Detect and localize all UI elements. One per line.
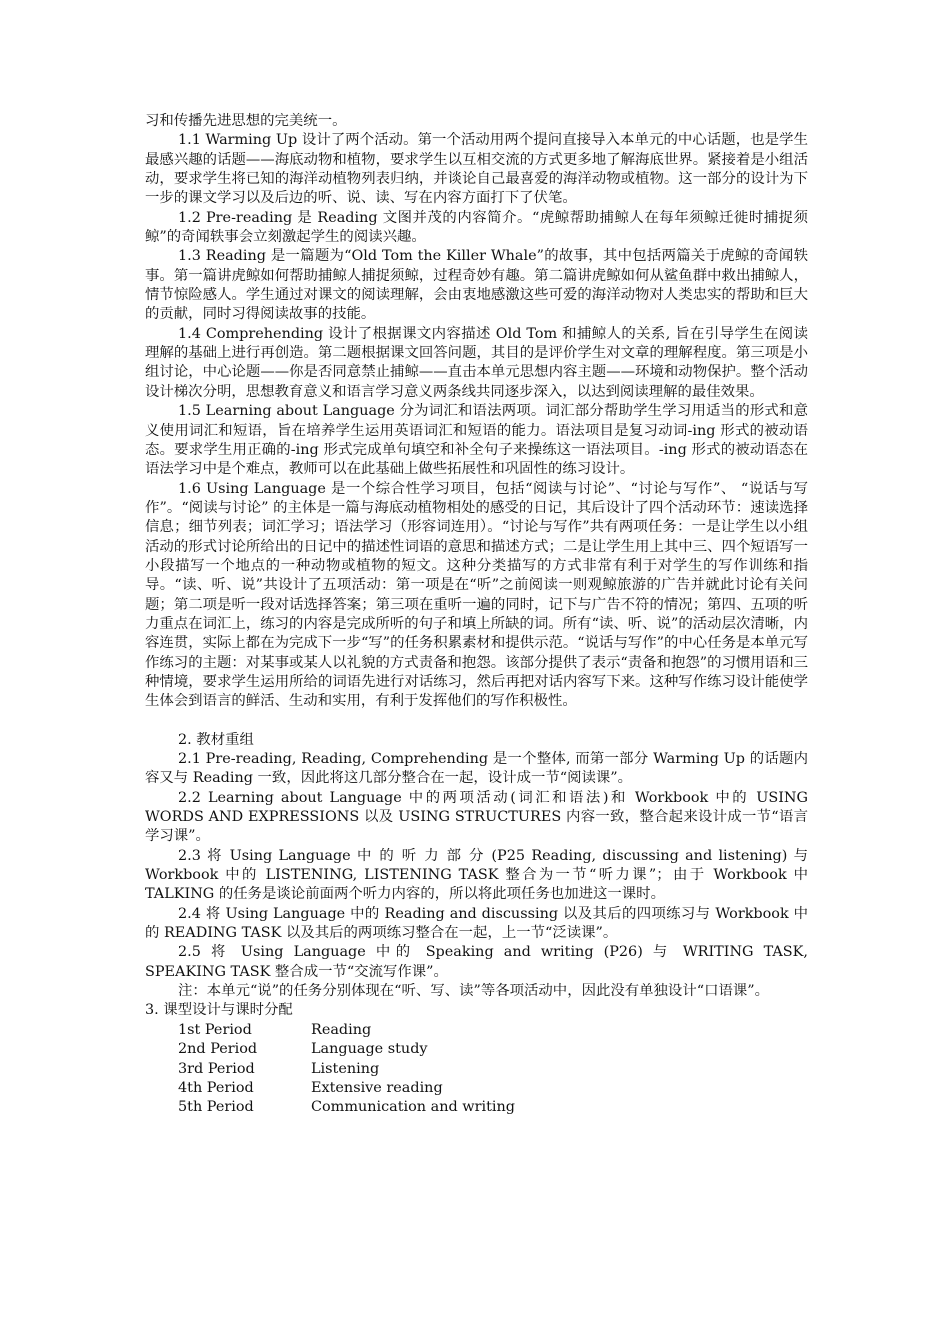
period-table [178, 1021, 515, 1118]
section-2-heading: 2. 教材重组 [178, 731, 254, 748]
period-row [178, 1040, 515, 1059]
note-paragraph: 注：本单元“说”的任务分别体现在“听、写、读”等各项活动中，因此没有单独设计“口语课”。 [178, 983, 769, 1000]
paragraph-1-3: 1.3 Reading 是一篇题为“Old Tom the Killer Whale”的故事，其中包括两篇关于虎鲸的奇闻轶事。第一篇讲虎鲸如何帮助捕鲸人捕捉须鲸，过程奇妙有趣。第二篇讲虎鲸如何从鲨鱼群中救出捕鲸人，情节惊险感人。学生通过对课文的阅读理解，会由衷地感激这些可爱的海洋动物对人类忠实的帮助和巨大的贡献，同时习得阅读故事的技能。 [145, 248, 808, 323]
period-row [178, 1098, 515, 1117]
period-type: Extensive reading [311, 1079, 443, 1096]
period-name: 1st Period [178, 1021, 252, 1038]
period-type: Reading [311, 1021, 372, 1038]
period-type: Listening [311, 1060, 380, 1077]
paragraph-2-2: 2.2 Learning about Language 中的两项活动(词汇和语法)和 Workbook 中的 USING WORDS AND EXPRESSIONS 以及 USING STRUCTURES 内容一致，整合起来设计成一节“语言学习课”。 [145, 789, 808, 845]
period-name: 4th Period [178, 1079, 254, 1096]
paragraph-2-1: 2.1 Pre-reading, Reading, Comprehending 是一个整体, 而第一部分 Warming Up 的话题内容又与 Reading 一致，因此将这几部分整合在一起，设计成一节“阅读课”。 [145, 751, 808, 787]
paragraph-1-5: 1.5 Learning about Language 分为词汇和语法两项。词汇部分帮助学生学习用适当的形式和意义使用词汇和短语，旨在培养学生运用英语词汇和短语的能力。语法项目是复习动词-ing 形式的被动语态。要求学生用正确的-ing 形式完成单句填空和补全句子来操练这一语法项目。-ing 形式的被动语态在语法学习中是个难点，教师可以在此基础上做些拓展性和巩固性的练习设计。 [145, 403, 808, 478]
period-name: 3rd Period [178, 1060, 255, 1077]
period-type: Communication and writing [311, 1099, 515, 1116]
paragraph-1-6: 1.6 Using Language 是一个综合性学习项目，包括“阅读与讨论”、“讨论与写作”、 “说话与写作”。“阅读与讨论” 的主体是一篇与海底动植物相处的感受的日记，其后设计了四个活动环节：速读选择信息；细节列表；词汇学习；语法学习（形容词连用）。“讨论与写作”共有两项任务：一是让学生以小组活动的形式讨论所给出的日记中的描述性词语的意思和描述方式；二是让学生用上其中三、四个短语写一小段描写一个地点的一种动物或植物的短文。这种分类描写的方式非常有利于对学生的写作训练和指导。“读、听、说”共设计了五项活动：第一项是在“听”之前阅读一则观鲸旅游的广告并就此讨论有关问题；第二项是听一段对话选择答案；第三项在重听一遍的同时，记下与广告不符的情况；第四、五项的听力重点在词汇上，练习的内容是完成所听的句子和填上所缺的词。所有“读、听、说”的活动层次清晰，内容连贯，实际上都在为完成下一步“写”的任务积累素材和提供示范。“说话与写作”的中心任务是本单元写作练习的主题：对某事或某人以礼貌的方式责备和抱怨。该部分提供了表示“责备和抱怨”的习惯用语和三种情境，要求学生运用所给的词语先进行对话练习，然后再把对话内容写下来。这种写作练习设计能使学生体会到语言的鲜活、生动和实用，有利于发挥他们的写作积极性。 [145, 480, 808, 710]
paragraph-continuation: 习和传播先进思想的完美统一。 [145, 113, 347, 129]
spacer [145, 712, 808, 731]
paragraph-2-5: 2.5 将 Using Language 中的 Speaking and writing (P26) 与 WRITING TASK, SPEAKING TASK 整合成一节“交流写作课”。 [145, 944, 808, 980]
paragraph-2-3: 2.3 将 Using Language 中 的 听 力 部 分 (P25 Reading, discussing and listening) 与 Workbook 中的 LISTENING, LISTENING TASK 整合为一节“听力课”；由于 Workbook 中 TALKING 的任务是谈论前面两个听力内容的，所以将此项任务也加进这一课时。 [145, 847, 808, 903]
paragraph-1-2: 1.2 Pre-reading 是 Reading 文图并茂的内容简介。“虎鲸帮助捕鲸人在每年须鲸迁徙时捕捉须鲸”的奇闻轶事会立刻激起学生的阅读兴趣。 [145, 209, 808, 246]
period-name: 5th Period [178, 1099, 254, 1116]
paragraph-1-1: 1.1 Warming Up 设计了两个活动。第一个活动用两个提问直接导入本单元的中心话题，也是学生最感兴趣的话题——海底动物和植物，要求学生以互相交流的方式更多地了解海底世界。紧接着是小组活动，要求学生将已知的海洋动植物列表归纳，并谈论自己最喜爱的海洋动物或植物。这一部分的设计为下一步的课文学习以及后边的听、说、读、写在内容方面打下了伏笔。 [145, 132, 808, 207]
section-3-heading: 3. 课型设计与课时分配 [145, 1002, 293, 1019]
period-row [178, 1060, 515, 1079]
document-page [145, 112, 808, 1118]
paragraph-1-4: 1.4 Comprehending 设计了根据课文内容描述 Old Tom 和捕鲸人的关系, 旨在引导学生在阅读理解的基础上进行再创造。第二题根据课文回答问题，其目的是评价学生对文章的理解程度。第三项是小组讨论，中心论题——你是否同意禁止捕鲸——直击本单元思想内容主题——环境和动物保护。整个活动设计梯次分明，思想教育意义和语言学习意义两条线共同逐步深入，以达到阅读理解的最佳效果。 [145, 325, 808, 400]
period-row [178, 1079, 515, 1098]
period-type: Language study [311, 1041, 428, 1058]
period-row [178, 1021, 515, 1040]
paragraph-2-4: 2.4 将 Using Language 中的 Reading and discussing 以及其后的四项练习与 Workbook 中的 READING TASK 以及其后的两项练习整合在一起，上一节“泛读课”。 [145, 905, 808, 942]
period-name: 2nd Period [178, 1041, 258, 1058]
